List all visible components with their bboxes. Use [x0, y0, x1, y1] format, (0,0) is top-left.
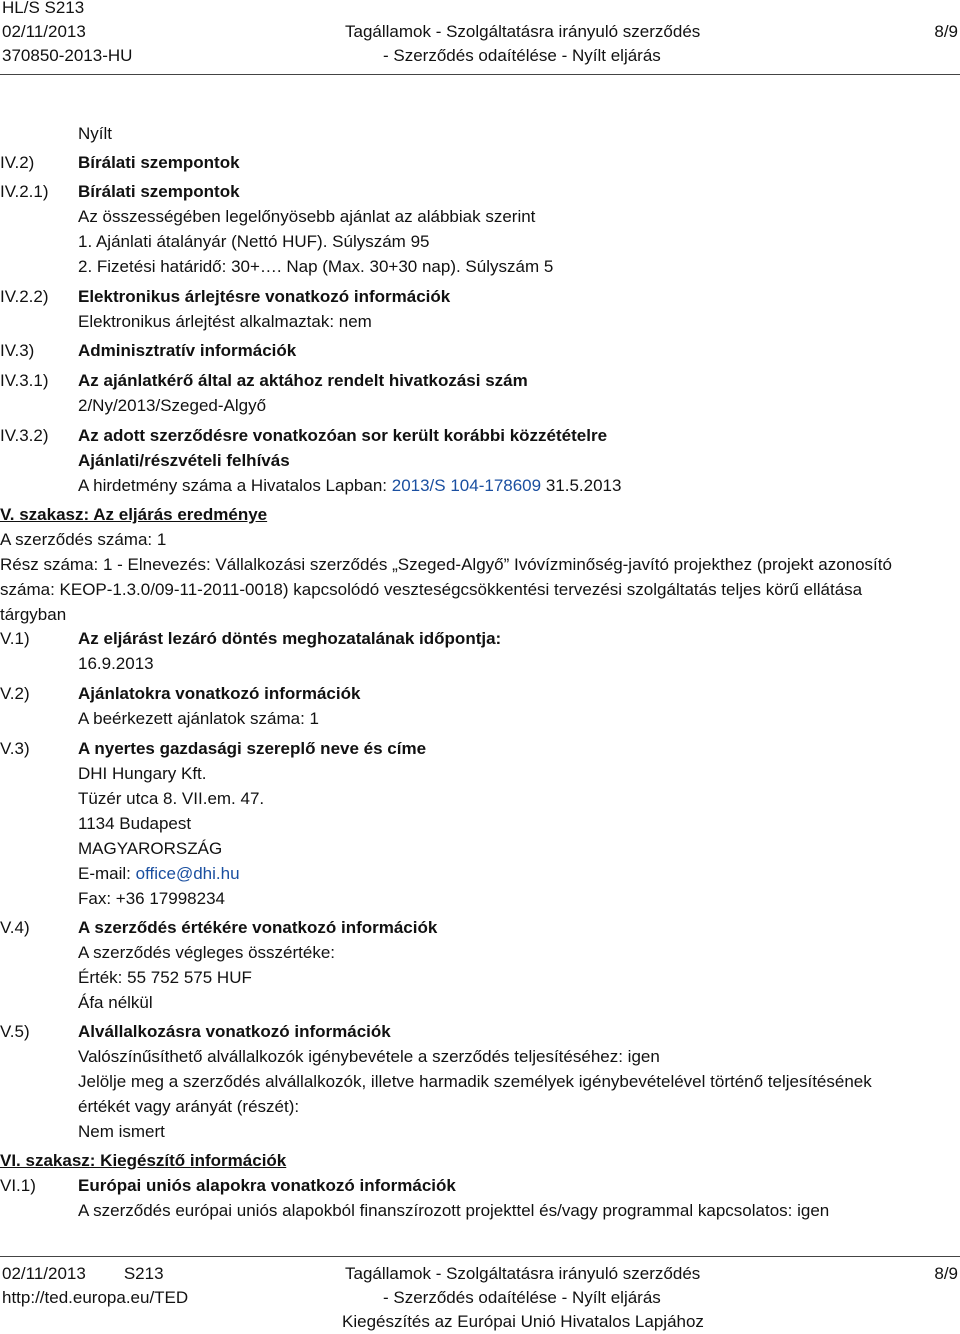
lot-description [0, 552, 950, 627]
v5-line4: Nem ismert [78, 1122, 165, 1141]
lot-line3: tárgyban [0, 605, 67, 624]
footer-title-line1: Tagállamok - Szolgáltatásra irányuló szerződés [345, 1264, 701, 1283]
vi1-text: A szerződés európai uniós alapokból finanszírozott projekttel és/vagy programmal kapcsolatos: igen [78, 1201, 830, 1220]
winner-name: DHI Hungary Kft. [78, 764, 207, 783]
iv3-number: IV.3) [0, 341, 35, 360]
iv22-title: Elektronikus árlejtésre vonatkozó információk [78, 287, 451, 306]
v4-line1: A szerződés végleges összértéke: [78, 943, 336, 962]
vi1-title: Európai uniós alapokra vonatkozó információk [78, 1176, 456, 1195]
v5-title: Alvállalkozásra vonatkozó információk [78, 1022, 391, 1041]
iv31-title: Az ajánlatkérő által az aktához rendelt hivatkozási szám [78, 371, 528, 390]
lot-line1: Rész száma: 1 - Elnevezés: Vállalkozási szerződés „Szeged-Algyő” Ivóvízminőség-javító projekthez (projekt azonosító [0, 555, 892, 574]
winner-country: MAGYARORSZÁG [78, 839, 223, 858]
v3-block [78, 736, 948, 911]
winner-street: Tüzér utca 8. VII.em. 47. [78, 789, 265, 808]
page-header [0, 0, 960, 70]
iv31-block [78, 368, 948, 418]
winner-city: 1134 Budapest [78, 814, 192, 833]
v1-number: V.1) [0, 629, 30, 648]
section5-heading: V. szakasz: Az eljárás eredménye [0, 505, 268, 524]
v4-title: A szerződés értékére vonatkozó információk [78, 918, 438, 937]
v4-block [78, 915, 948, 1015]
header-rule [0, 74, 960, 75]
v1-block [78, 626, 948, 676]
footer-url[interactable]: http://ted.europa.eu/TED [2, 1288, 189, 1307]
iv31-text: 2/Ny/2013/Szeged-Algyő [78, 396, 267, 415]
v5-block [78, 1019, 948, 1144]
winner-fax: Fax: +36 17998234 [78, 889, 225, 908]
iv22-number: IV.2.2) [0, 287, 49, 306]
iv21-line2: 1. Ajánlati átalányár (Nettó HUF). Súlyszám 95 [78, 232, 430, 251]
iv21-line3: 2. Fizetési határidő: 30+…. Nap (Max. 30+30 nap). Súlyszám 5 [78, 257, 554, 276]
footer-code: S213 [123, 1264, 164, 1283]
v5-line1: Valószínűsíthető alvállalkozók igénybevétele a szerződés teljesítéséhez: igen [78, 1047, 660, 1066]
page-footer [0, 1262, 960, 1334]
iv21-title: Bírálati szempontok [78, 182, 240, 201]
contract-number: A szerződés száma: 1 [0, 530, 167, 549]
iv32-text-post: 31.5.2013 [541, 476, 622, 495]
header-ref: 370850-2013-HU [2, 46, 133, 65]
iv3-title: Adminisztratív információk [78, 341, 297, 360]
section6-heading: VI. szakasz: Kiegészítő információk [0, 1151, 287, 1170]
lot-line2: száma: KEOP-1.3.0/09-11-2011-0018) kapcsolódó veszteségcsökkentési tervezési szolgáltatás teljes körű ellátása [0, 580, 863, 599]
iv22-text: Elektronikus árlejtést alkalmaztak: nem [78, 312, 372, 331]
footer-rule [0, 1256, 960, 1257]
v2-block [78, 681, 948, 731]
iv32-sub: Ajánlati/részvételi felhívás [78, 451, 290, 470]
v1-title: Az eljárást lezáró döntés meghozatalának időpontja: [78, 629, 502, 648]
vi1-number: VI.1) [0, 1176, 36, 1195]
header-title-line1: Tagállamok - Szolgáltatásra irányuló szerződés [345, 22, 701, 41]
iv2-number: IV.2) [0, 153, 35, 172]
v3-title: A nyertes gazdasági szereplő neve és címe [78, 739, 427, 758]
v1-text: 16.9.2013 [78, 654, 154, 673]
v2-text: A beérkezett ajánlatok száma: 1 [78, 709, 319, 728]
iv32-text-pre: A hirdetmény száma a Hivatalos Lapban: [78, 476, 392, 495]
footer-page: 8/9 [934, 1264, 958, 1283]
header-page: 8/9 [934, 22, 958, 41]
iv21-line1: Az összességében legelőnyösebb ajánlat az alábbiak szerint [78, 207, 536, 226]
v5-line3: értékét vagy arányát (részét): [78, 1097, 300, 1116]
footer-date: 02/11/2013 [2, 1264, 86, 1283]
iv21-number: IV.2.1) [0, 182, 49, 201]
v4-number: V.4) [0, 918, 30, 937]
iv31-number: IV.3.1) [0, 371, 49, 390]
footer-date-code [2, 1262, 164, 1286]
footer-title-line3: Kiegészítés az Európai Unió Hivatalos Lapjához [342, 1312, 704, 1331]
iv2-title: Bírálati szempontok [78, 153, 240, 172]
v2-title: Ajánlatokra vonatkozó információk [78, 684, 361, 703]
header-code: HL/S S213 [2, 0, 85, 17]
iv22-block [78, 284, 948, 334]
v4-value: Érték: 55 752 575 HUF [78, 968, 252, 987]
header-date: 02/11/2013 [2, 22, 86, 41]
v2-number: V.2) [0, 684, 30, 703]
v5-number: V.5) [0, 1022, 30, 1041]
email-label: E-mail: [78, 864, 136, 883]
iv32-block [78, 423, 948, 498]
iv32-title: Az adott szerződésre vonatkozóan sor került korábbi közzétételre [78, 426, 608, 445]
procedure-type: Nyílt [78, 124, 112, 143]
v3-number: V.3) [0, 739, 30, 758]
v5-line2: Jelölje meg a szerződés alvállalkozók, illetve harmadik személyek igénybevételével történő teljesítésének [78, 1072, 872, 1091]
winner-email-line [78, 861, 948, 886]
iv32-text [78, 473, 948, 498]
footer-title-line2: - Szerződés odaítélése - Nyílt eljárás [383, 1288, 661, 1307]
v4-vat: Áfa nélkül [78, 993, 153, 1012]
iv21-block [78, 179, 948, 279]
winner-email-link[interactable]: office@dhi.hu [135, 864, 240, 883]
header-title-line2: - Szerződés odaítélése - Nyílt eljárás [383, 46, 661, 65]
iv32-notice-link[interactable]: 2013/S 104-178609 [391, 476, 542, 495]
iv32-number: IV.3.2) [0, 426, 49, 445]
vi1-block [78, 1173, 948, 1223]
